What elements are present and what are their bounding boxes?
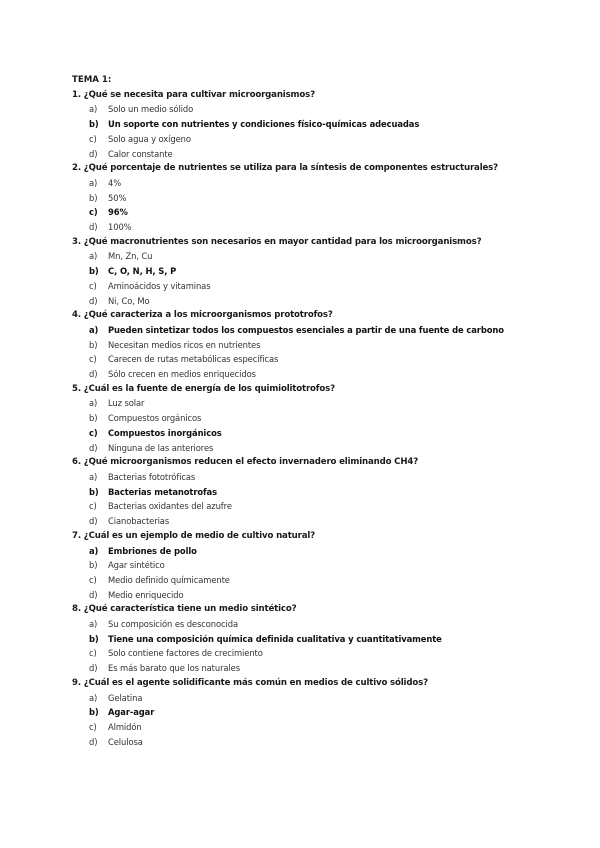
- question-block: [72, 161, 572, 235]
- option-text: Compuestos inorgánicos: [108, 427, 222, 438]
- option-text: Ninguna de las anteriores: [108, 442, 214, 453]
- answer-option: [72, 367, 572, 382]
- question-block: [72, 529, 572, 603]
- option-letter: d): [89, 442, 98, 453]
- option-letter: a): [89, 619, 98, 630]
- option-letter: a): [89, 398, 98, 409]
- answer-option: [72, 279, 572, 294]
- answer-option-correct: [72, 426, 572, 441]
- question-text: 5. ¿Cuál es la fuente de energía de los quimiolitotrofos?: [72, 383, 335, 394]
- answer-option: [72, 102, 572, 117]
- option-letter: c): [89, 427, 98, 438]
- option-letter: a): [89, 104, 98, 115]
- option-letter: d): [89, 295, 98, 306]
- question-text: 6. ¿Qué microorganismos reducen el efecto invernadero eliminando CH4?: [72, 457, 419, 468]
- option-letter: d): [89, 222, 98, 233]
- question-text: 9. ¿Cuál es el agente solidificante más común en medios de cultivo sólidos?: [72, 677, 428, 688]
- answer-option-correct: [72, 117, 572, 132]
- option-letter: a): [89, 177, 98, 188]
- question-block: [72, 88, 572, 162]
- option-letter: d): [89, 589, 98, 600]
- option-text: Embriones de pollo: [108, 545, 197, 556]
- answer-option-correct: [72, 264, 572, 279]
- option-text: Aminoácidos y vitaminas: [108, 280, 211, 291]
- option-letter: c): [89, 648, 97, 659]
- option-text: Solo agua y oxígeno: [108, 133, 191, 144]
- option-letter: b): [89, 486, 99, 497]
- answer-option: [72, 411, 572, 426]
- option-letter: b): [89, 266, 99, 277]
- option-text: Bacterias metanotrofas: [108, 486, 217, 497]
- option-letter: d): [89, 516, 98, 527]
- answer-option-correct: [72, 544, 572, 559]
- option-text: Gelatina: [108, 692, 143, 703]
- option-letter: b): [89, 413, 98, 424]
- option-text: 100%: [108, 222, 132, 233]
- option-letter: a): [89, 692, 98, 703]
- option-text: Agar sintético: [108, 560, 165, 571]
- question-text: 4. ¿Qué caracteriza a los microorganismos prototrofos?: [72, 310, 333, 321]
- answer-option: [72, 441, 572, 456]
- option-text: Carecen de rutas metabólicas específicas: [108, 354, 279, 365]
- option-letter: d): [89, 736, 98, 747]
- option-text: Pueden sintetizar todos los compuestos esenciales a partir de una fuente de carbono: [108, 324, 504, 335]
- option-text: Solo un medio sólido: [108, 104, 194, 115]
- option-text: 96%: [108, 207, 128, 218]
- option-letter: b): [89, 560, 98, 571]
- option-text: Mn, Zn, Cu: [108, 251, 153, 262]
- option-text: Compuestos orgánicos: [108, 413, 202, 424]
- question-block: [72, 676, 572, 750]
- option-letter: b): [89, 339, 98, 350]
- option-text: Necesitan medios ricos en nutrientes: [108, 339, 261, 350]
- option-letter: b): [89, 119, 99, 130]
- question-text: 2. ¿Qué porcentaje de nutrientes se utiliza para la síntesis de componentes estructurales?: [72, 163, 498, 174]
- option-text: Un soporte con nutrientes y condiciones físico-químicas adecuadas: [108, 119, 420, 130]
- answer-option: [72, 617, 572, 632]
- answer-option: [72, 661, 572, 676]
- option-text: 4%: [108, 177, 122, 188]
- answer-option-correct: [72, 632, 572, 647]
- option-text: Medio definido químicamente: [108, 574, 230, 585]
- answer-option-correct: [72, 485, 572, 500]
- option-text: Su composición es desconocida: [108, 619, 238, 630]
- answer-option: [72, 558, 572, 573]
- document-page: [72, 73, 572, 749]
- question-list: [72, 88, 572, 750]
- option-text: Tiene una composición química definida cualitativa y cuantitativamente: [108, 633, 442, 644]
- question-text: 7. ¿Cuál es un ejemplo de medio de cultivo natural?: [72, 530, 315, 541]
- option-text: 50%: [108, 192, 127, 203]
- answer-option: [72, 249, 572, 264]
- answer-option: [72, 191, 572, 206]
- answer-option-correct: [72, 323, 572, 338]
- answer-option: [72, 396, 572, 411]
- option-letter: c): [89, 280, 97, 291]
- answer-option: [72, 176, 572, 191]
- option-text: Agar-agar: [108, 707, 155, 718]
- answer-option: [72, 147, 572, 162]
- option-letter: a): [89, 324, 99, 335]
- option-text: Bacterias fototróficas: [108, 471, 196, 482]
- answer-option: [72, 132, 572, 147]
- option-text: Bacterias oxidantes del azufre: [108, 501, 232, 512]
- option-letter: c): [89, 133, 97, 144]
- option-text: Sólo crecen en medios enriquecidos: [108, 369, 256, 380]
- question-block: [72, 602, 572, 676]
- option-letter: a): [89, 251, 98, 262]
- question-block: [72, 382, 572, 456]
- answer-option-correct: [72, 205, 572, 220]
- answer-option: [72, 294, 572, 309]
- section-title: TEMA 1:: [72, 75, 112, 85]
- answer-option-correct: [72, 705, 572, 720]
- option-text: Calor constante: [108, 148, 173, 159]
- answer-option: [72, 352, 572, 367]
- option-text: Es más barato que los naturales: [108, 663, 240, 674]
- answer-option: [72, 220, 572, 235]
- answer-option: [72, 720, 572, 735]
- answer-option: [72, 573, 572, 588]
- answer-option: [72, 338, 572, 353]
- option-text: Luz solar: [108, 398, 145, 409]
- option-letter: c): [89, 501, 97, 512]
- answer-option: [72, 646, 572, 661]
- option-letter: a): [89, 471, 98, 482]
- option-text: Solo contiene factores de crecimiento: [108, 648, 263, 659]
- option-text: C, O, N, H, S, P: [108, 266, 177, 277]
- option-letter: b): [89, 192, 98, 203]
- option-letter: c): [89, 354, 97, 365]
- answer-option: [72, 514, 572, 529]
- answer-option: [72, 735, 572, 750]
- option-text: Ni, Co, Mo: [108, 295, 150, 306]
- answer-option: [72, 470, 572, 485]
- option-letter: a): [89, 545, 99, 556]
- option-text: Medio enriquecido: [108, 589, 184, 600]
- option-text: Almidón: [108, 721, 142, 732]
- answer-option: [72, 499, 572, 514]
- question-block: [72, 455, 572, 529]
- option-letter: b): [89, 633, 99, 644]
- option-letter: d): [89, 663, 98, 674]
- answer-option: [72, 588, 572, 603]
- question-block: [72, 235, 572, 309]
- option-letter: c): [89, 207, 98, 218]
- question-block: [72, 308, 572, 382]
- option-letter: d): [89, 148, 98, 159]
- question-text: 8. ¿Qué característica tiene un medio sintético?: [72, 604, 297, 615]
- option-text: Cianobacterias: [108, 516, 170, 527]
- option-letter: c): [89, 721, 97, 732]
- option-letter: b): [89, 707, 99, 718]
- answer-option: [72, 691, 572, 706]
- option-letter: c): [89, 574, 97, 585]
- option-letter: d): [89, 369, 98, 380]
- option-text: Celulosa: [108, 736, 143, 747]
- question-text: 1. ¿Qué se necesita para cultivar microorganismos?: [72, 89, 315, 100]
- question-text: 3. ¿Qué macronutrientes son necesarios en mayor cantidad para los microorganismos?: [72, 236, 482, 247]
